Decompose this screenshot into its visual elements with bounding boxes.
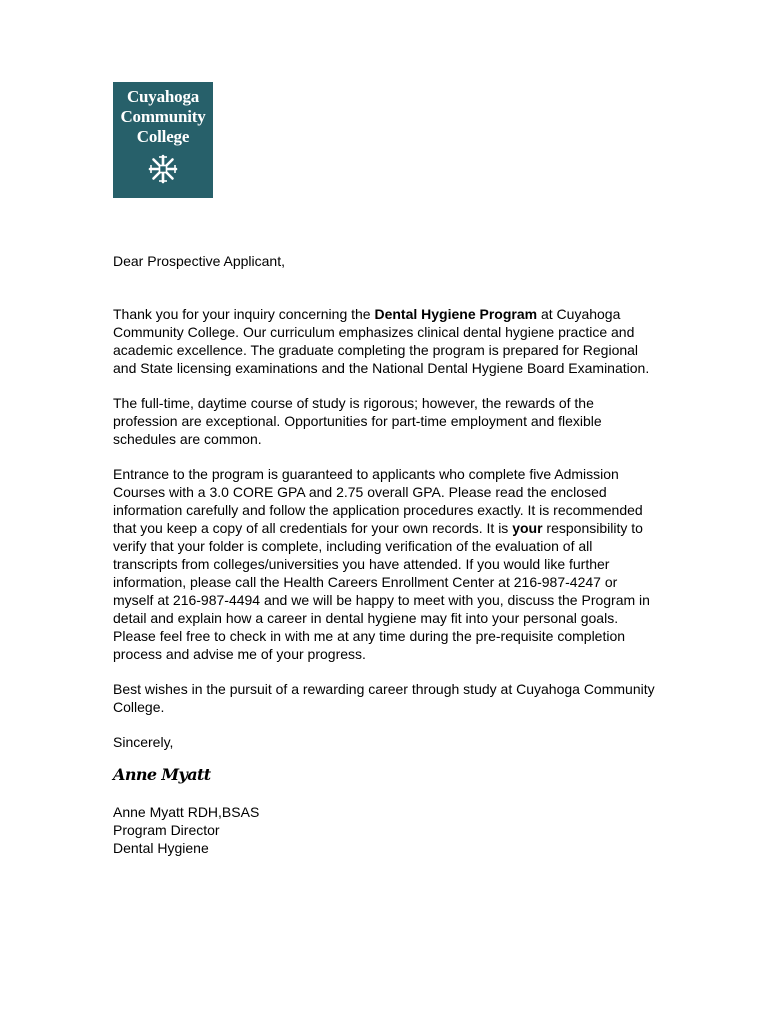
paragraph-best-wishes: Best wishes in the pursuit of a rewarding career through study at Cuyahoga Community College. xyxy=(113,681,655,715)
program-name: Dental Hygiene Program xyxy=(374,306,538,322)
closing: Sincerely, xyxy=(113,734,174,750)
greeting: Dear Prospective Applicant, xyxy=(113,253,285,269)
signer-title: Program Director xyxy=(113,822,220,838)
handwritten-signature: Anne Myatt xyxy=(113,765,211,784)
paragraph-intro-text-2: at Cuyahoga Community College. Our curriculum emphasizes clinical dental hygiene practice and academic excellence. The graduate completing the program is prepared for Regional and State licensing examinations and the National Dental Hygiene Board Examination. xyxy=(113,306,650,376)
paragraph-admission xyxy=(113,465,658,663)
college-logo xyxy=(113,82,213,198)
paragraph-intro xyxy=(113,305,658,377)
letter-body xyxy=(113,252,658,857)
logo-text-college: College xyxy=(136,127,190,146)
paragraph-course-study: The full-time, daytime course of study is rigorous; however, the rewards of the profession are exceptional. Opportunities for part-time employment and flexible schedules are common. xyxy=(113,395,602,447)
signer-department: Dental Hygiene xyxy=(113,840,209,856)
logo-text-community: Community xyxy=(120,107,206,126)
signature-block xyxy=(113,803,658,857)
paragraph-intro-text-1: Thank you for your inquiry concerning the xyxy=(113,306,375,322)
logo-text-cuyahoga: Cuyahoga xyxy=(126,87,200,106)
college-emblem-icon xyxy=(148,154,178,184)
paragraph-admission-text-1: Entrance to the program is guaranteed to applicants who complete five Admission Courses with a 3.0 CORE GPA and 2.75 overall GPA. Please read the enclosed information carefully and follow the application procedures exactly. It is recommended that you keep a copy of all credentials for your own records. It is xyxy=(113,466,643,536)
paragraph-admission-text-2: responsibility to verify that your folder is complete, including verification of the evaluation of all transcripts from colleges/universities you have attended. If you would like further information, please call the Health Careers Enrollment Center at 216-987-4247 or myself at 216-987-4494 and we will be happy to meet with you, discuss the Program in detail and explain how a career in dental hygiene may fit into your personal goals. Please feel free to check in with me at any time during the pre-requisite completion process and advise me of your progress. xyxy=(113,520,650,662)
emphasis-your: your xyxy=(512,520,543,536)
signer-name: Anne Myatt RDH,BSAS xyxy=(113,804,260,820)
